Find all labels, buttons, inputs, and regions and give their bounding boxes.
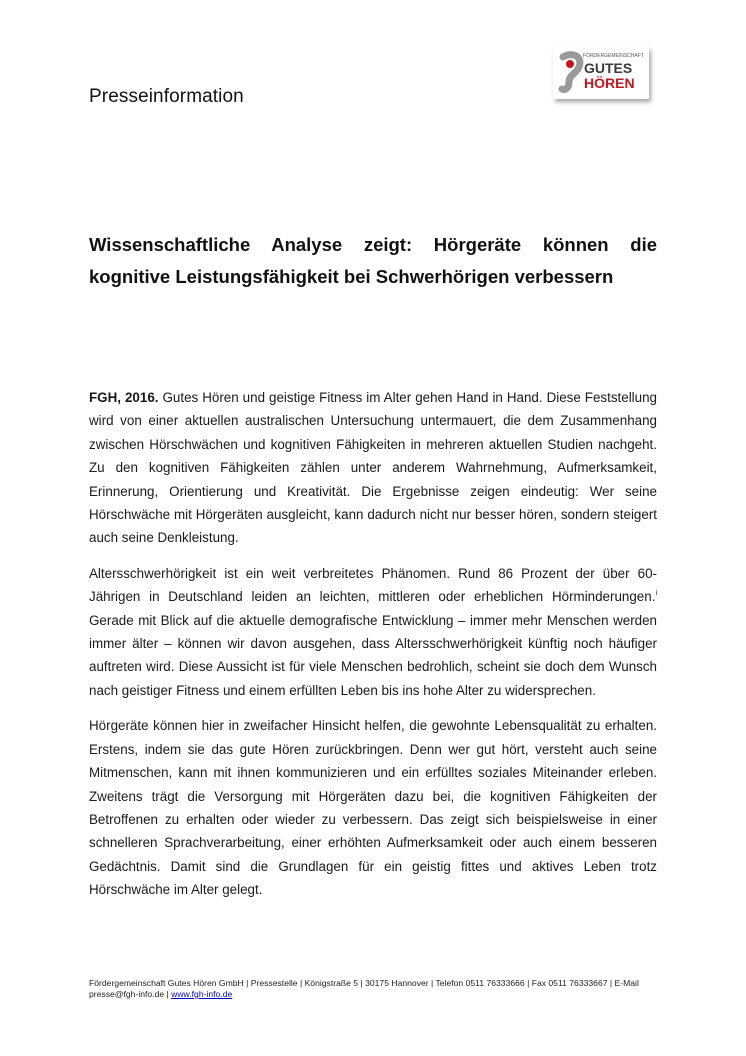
paragraph-2-text-a: Altersschwerhörigkeit ist ein weit verbreitetes Phänomen. Rund 86 Prozent der über 60-Jährigen in Deutschland leiden an leichten, mittleren oder erheblichen Hörminderungen. — [89, 565, 657, 605]
company-logo — [553, 47, 649, 99]
logo-graphic — [553, 47, 649, 99]
document-type-title: Presseinformation — [89, 86, 244, 107]
paragraph-1 — [89, 386, 657, 550]
logo-line1: GUTES — [584, 60, 633, 76]
contact-footer — [89, 978, 659, 1000]
footnote-marker[interactable]: i — [655, 590, 657, 598]
paragraph-1-text: Gutes Hören und geistige Fitness im Alter gehen Hand in Hand. Diese Feststellung wird von einer aktuellen australischen Untersuchung untermauert, die dem Zusammenhang zwischen Hörschwächen und kognitiven Fähigkeiten in mehreren aktuellen Studien nachgeht. Zu den kognitiven Fähigkeiten zählen unter anderem Wahrnehmung, Aufmerksamkeit, Erinnerung, Orientierung und Kreativität. Die Ergebnisse zeigen eindeutig: Wer seine Hörschwäche mit Hörgeräten ausgleicht, kann dadurch nicht nur besser hören, sondern steigert auch seine Denkleistung. — [89, 390, 658, 546]
logo-line2: HÖREN — [584, 75, 635, 91]
press-headline: Wissenschaftliche Analyse zeigt: Hörgeräte können die kognitive Leistungsfähigkeit bei Schwerhörigen verbessern — [89, 234, 657, 287]
footer-contact-text: Fördergemeinschaft Gutes Hören GmbH | Pressestelle | Königstraße 5 | 30175 Hannover | Telefon 0511 76333666 | Fax 0511 76333667 | E-Mail presse@fgh-info.de | — [89, 978, 639, 999]
paragraph-2 — [89, 562, 657, 702]
paragraph-3: Hörgeräte können hier in zweifacher Hinsicht helfen, die gewohnte Lebensqualität zu erhalten. Erstens, indem sie das gute Hören zurückbringen. Denn wer gut hört, versteht auch seine Mitmenschen, kann mit ihnen kommunizieren und ein erfülltes soziales Miteinander erleben. Zweitens trägt die Versorgung mit Hörgeräten dazu bei, die kognitiven Fähigkeiten der Betroffenen zu erhalten oder wieder zu verbessern. Das zeigt sich beispielsweise in einer schnelleren Sprachverarbeitung, einer erhöhten Aufmerksamkeit oder auch einem besseren Gedächtnis. Damit sind die Grundlagen für ein geistig fittes und aktives Leben trotz Hörschwäche im Alter gelegt. — [89, 718, 657, 898]
logo-top-line: FÖRDERGEMEINSCHAFT — [583, 53, 644, 59]
paragraph-2-text-b: Gerade mit Blick auf die aktuelle demografische Entwicklung – immer mehr Menschen werden immer älter – können wir davon ausgehen, dass Altersschwerhörigkeit künftig noch häufiger auftreten wird. Diese Aussicht ist für viele Menschen bedrohlich, scheint sie doch dem Wunsch nach geistiger Fitness und einem erfüllten Leben bis ins hohe Alter zu widersprechen. — [89, 612, 657, 698]
ear-icon — [562, 55, 580, 90]
website-link[interactable]: www.fgh-info.de — [171, 989, 233, 999]
article-body — [89, 386, 657, 914]
dateline: FGH, 2016. — [89, 390, 159, 405]
